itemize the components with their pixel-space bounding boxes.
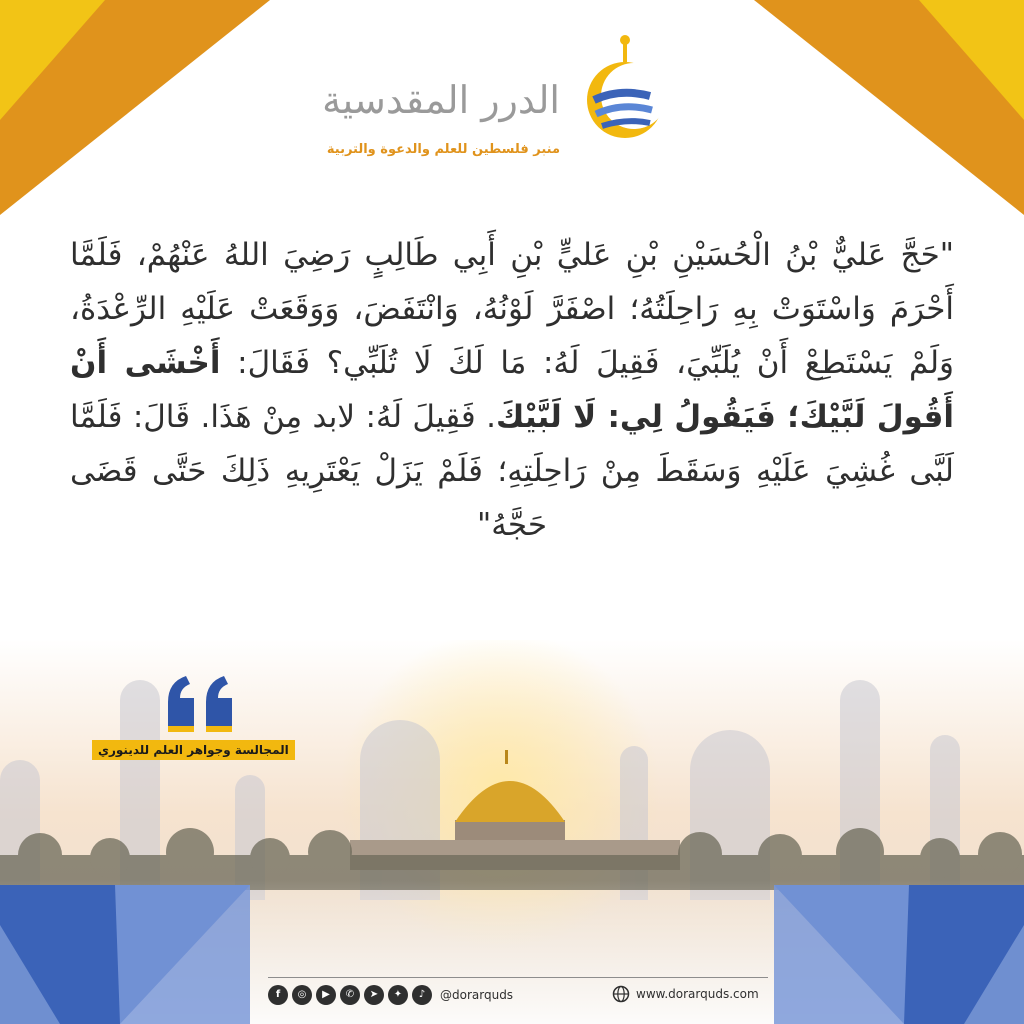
social-links [268, 985, 513, 1005]
crescent-dome-icon [580, 30, 670, 150]
twitter-icon[interactable]: ✦ [388, 985, 408, 1005]
instagram-icon[interactable]: ◎ [292, 985, 312, 1005]
brand-subtitle: منبر فلسطين للعلم والدعوة والتربية [326, 142, 560, 157]
top-right-corner-decoration [754, 0, 1024, 215]
footer-divider [268, 977, 768, 978]
youtube-icon[interactable]: ▶ [316, 985, 336, 1005]
brand-logo [322, 30, 670, 180]
globe-icon [612, 985, 630, 1003]
quote-part-2: . فَقِيلَ لَهُ: لابد مِنْ هَذَا. قَالَ: فَلَمَّا لَبَّى غُشِيَ عَلَيْهِ وَسَقَطَ مِنْ رَاحِلَتِهِ؛ فَلَمْ يَزَلْ يَعْتَرِيهِ ذَلِكَ حَتَّى قَضَى حَجَّهُ" [70, 399, 954, 543]
source-badge: المجالسة وجواهر العلم للدينوري [92, 740, 295, 760]
top-left-corner-decoration [0, 0, 270, 215]
tiktok-icon[interactable]: ♪ [412, 985, 432, 1005]
website-link[interactable] [612, 985, 759, 1003]
quotation-mark-icon [164, 672, 240, 734]
whatsapp-icon[interactable]: ✆ [340, 985, 360, 1005]
bottom-right-corner-decoration [774, 885, 1024, 1024]
quote-bold-part: أَخْشَى أَنْ أَقُولَ لَبَّيْكَ؛ فَيَقُولُ لِي: لَا لَبَّيْكَ [70, 345, 954, 435]
facebook-icon[interactable]: f [268, 985, 288, 1005]
brand-title: الدرر المقدسية [322, 78, 560, 122]
social-handle[interactable]: @dorarquds [440, 988, 514, 1002]
quote-text [70, 228, 954, 552]
quote-part-1: "حَجَّ عَليٌّ بْنُ الْحُسَيْنِ بْنِ عَليٍّ بْنِ أَبِي طَالِبٍ رَضِيَ اللهُ عَنْهُمْ، فَلَمَّا أَحْرَمَ وَاسْتَوَتْ بِهِ رَاحِلَتُهُ؛ اصْفَرَّ لَوْنُهُ، وَانْتَفَضَ، وَوَقَعَتْ عَلَيْهِ الرِّعْدَةُ، وَلَمْ يَسْتَطِعْ أَنْ يُلَبِّيَ، فَقِيلَ لَهُ: مَا لَكَ لَا تُلَبِّي؟ فَقَالَ: [70, 237, 954, 381]
telegram-icon[interactable]: ➤ [364, 985, 384, 1005]
bottom-left-corner-decoration [0, 885, 250, 1024]
website-url[interactable]: www.dorarquds.com [636, 987, 759, 1001]
